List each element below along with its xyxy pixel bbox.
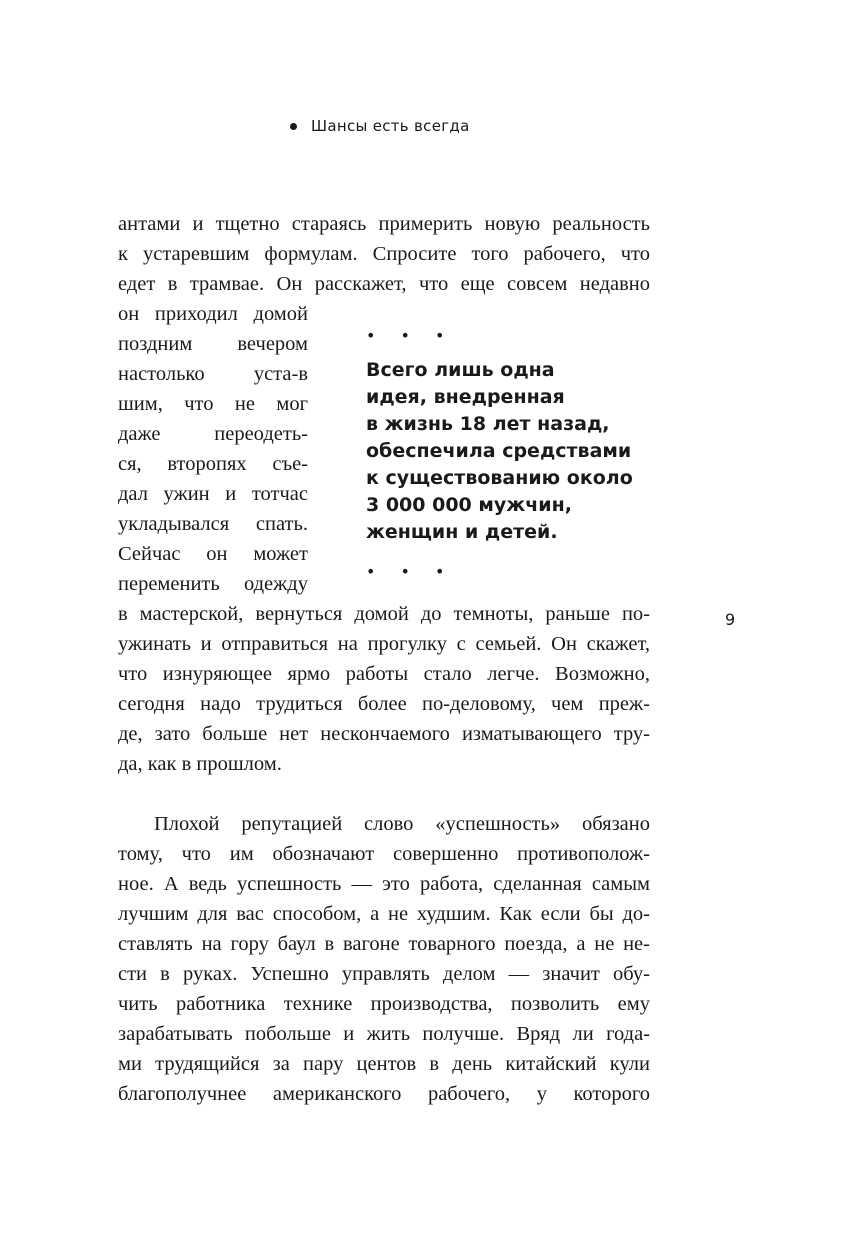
body-line: он приходил домой [118, 303, 308, 325]
pull-quote-line: женщин и детей. [366, 521, 558, 543]
body-line: настолько уста-в [118, 363, 308, 385]
pull-quote-line: к существованию около [366, 467, 633, 489]
body-line: лучшим для вас способом, а не худшим. Как если бы до- [118, 903, 650, 925]
body-line: в мастерской, вернуться домой до темноты, раньше по- [118, 603, 650, 625]
body-line: Плохой репутацией слово «успешность» обязано [154, 813, 650, 835]
header-title: Шансы есть всегда [311, 117, 470, 135]
body-line: дал ужин и тотчас [118, 483, 308, 505]
body-line: что изнуряющее ярмо работы стало легче. Возможно, [118, 663, 650, 685]
body-line: антами и тщетно стараясь примерить новую реальность [118, 213, 650, 235]
body-line: переменить одежду [118, 573, 308, 595]
body-line: сти в руках. Успешно управлять делом — значит обу- [118, 963, 650, 985]
body-line: Сейчас он может [118, 543, 308, 565]
pull-quote-line: идея, внедренная [366, 386, 565, 408]
body-line: сегодня надо трудиться более по-деловому, чем преж- [118, 693, 650, 715]
body-line: тому, что им обозначают совершенно противополож- [118, 843, 650, 865]
body-line: де, зато больше нет нескончаемого изматывающего тру- [118, 723, 650, 745]
body-line: поздним вечером [118, 333, 308, 355]
pull-quote [366, 357, 633, 546]
body-line: зарабатывать побольше и жить получше. Вряд ли года- [118, 1023, 650, 1045]
body-line: да, как в прошлом. [118, 753, 282, 775]
body-line: ужинать и отправиться на прогулку с семьей. Он скажет, [118, 633, 650, 655]
pull-quote-dots-top: • • • [366, 326, 455, 345]
body-line: благополучнее американского рабочего, у которого [118, 1083, 650, 1105]
body-line: укладывался спать. [118, 513, 308, 535]
body-line: чить работника технике производства, позволить ему [118, 993, 650, 1015]
pull-quote-line: в жизнь 18 лет назад, [366, 413, 610, 435]
pull-quote-line: Всего лишь одна [366, 359, 555, 381]
body-line: ставлять на гору баул в вагоне товарного поезда, а не не- [118, 933, 650, 955]
bullet-icon [290, 123, 297, 130]
body-line: к устаревшим формулам. Спросите того рабочего, что [118, 243, 650, 265]
body-line: ми трудящийся за пару центов в день китайский кули [118, 1053, 650, 1075]
body-line: едет в трамвае. Он расскажет, что еще совсем недавно [118, 273, 650, 295]
pull-quote-line: 3 000 000 мужчин, [366, 494, 572, 516]
pull-quote-dots-bottom: • • • [366, 562, 455, 581]
running-header [290, 117, 470, 135]
body-line: ное. А ведь успешность — это работа, сделанная самым [118, 873, 650, 895]
page-number: 9 [725, 610, 736, 629]
body-line: даже переодеть- [118, 423, 308, 445]
body-line: шим, что не мог [118, 393, 308, 415]
body-line: ся, второпях съе- [118, 453, 308, 475]
pull-quote-line: обеспечила средствами [366, 440, 632, 462]
